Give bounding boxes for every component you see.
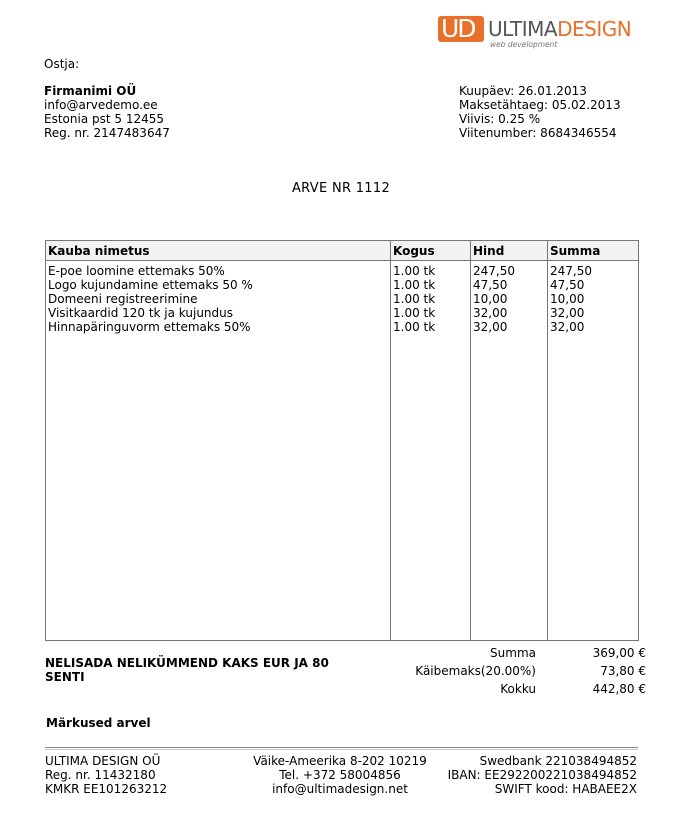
vat-label: Käibemaks(20.00%) <box>415 664 536 678</box>
footer-email: info@ultimadesign.net <box>272 782 408 796</box>
footer-swift: SWIFT kood: HABAEE2X <box>494 782 637 796</box>
amount-in-words: NELISADA NELIKÜMMEND KAKS EUR JA 80 SENTI <box>45 656 329 684</box>
item-quantity: 1.00 tk <box>393 278 436 292</box>
buyer-label: Ostja: <box>44 57 80 71</box>
table-row <box>46 306 638 320</box>
item-name: Hinnapäringuvorm ettemaks 50% <box>48 320 251 334</box>
header-sum: Summa <box>550 244 601 258</box>
footer-bank <box>448 754 637 796</box>
item-price: 10,00 <box>473 292 508 306</box>
total-value: 442,80 € <box>592 682 646 696</box>
logo-wordmark <box>488 17 631 41</box>
logo-word-2: DESIGN <box>557 17 632 41</box>
invoice-title: ARVE NR 1112 <box>291 181 391 196</box>
header-price: Hind <box>473 244 505 258</box>
invoice-meta <box>459 84 621 140</box>
footer-company-name: ULTIMA DESIGN OÜ <box>45 754 161 768</box>
buyer-block <box>44 84 170 140</box>
item-sum: 247,50 <box>550 264 592 278</box>
footer-company-vat: KMKR EE101263212 <box>45 782 168 796</box>
item-quantity: 1.00 tk <box>393 306 436 320</box>
table-row <box>46 264 638 278</box>
subtotal-label: Summa <box>490 646 536 660</box>
total-label: Kokku <box>500 682 536 696</box>
item-sum: 10,00 <box>550 292 585 306</box>
item-name: Logo kujundamine ettemaks 50 % <box>48 278 253 292</box>
items-table <box>45 240 639 641</box>
item-name: Visitkaardid 120 tk ja kujundus <box>48 306 234 320</box>
table-body <box>46 264 638 334</box>
footer-iban: IBAN: EE292200221038494852 <box>447 768 637 782</box>
footer-company <box>45 754 167 796</box>
item-quantity: 1.00 tk <box>393 292 436 306</box>
item-price: 47,50 <box>473 278 508 292</box>
item-sum: 47,50 <box>550 278 585 292</box>
logo-mark <box>438 16 484 42</box>
invoice-date: Kuupäev: 26.01.2013 <box>459 84 587 98</box>
invoice-reference: Viitenumber: 8684346554 <box>459 126 617 140</box>
footer-divider <box>45 747 638 750</box>
item-sum: 32,00 <box>550 320 585 334</box>
company-logo <box>438 16 648 48</box>
buyer-name: Firmanimi OÜ <box>44 84 137 98</box>
vat-value: 73,80 € <box>600 664 646 678</box>
footer-bank-account: Swedbank 221038494852 <box>479 754 637 768</box>
buyer-email: info@arvedemo.ee <box>44 98 158 112</box>
notes-label: Märkused arvel <box>46 716 151 730</box>
footer-contact <box>210 754 470 796</box>
item-name: Domeeni registreerimine <box>48 292 198 306</box>
logo-mark-text: UD <box>441 14 475 43</box>
item-price: 32,00 <box>473 306 508 320</box>
footer-company-reg: Reg. nr. 11432180 <box>45 768 156 782</box>
footer-phone: Tel. +372 58004856 <box>279 768 401 782</box>
logo-tagline: web development <box>490 40 558 49</box>
item-price: 247,50 <box>473 264 515 278</box>
table-row <box>46 292 638 306</box>
buyer-reg: Reg. nr. 2147483647 <box>44 126 170 140</box>
buyer-address: Estonia pst 5 12455 <box>44 112 164 126</box>
invoice-penalty: Viivis: 0.25 % <box>459 112 541 126</box>
header-item-name: Kauba nimetus <box>48 244 150 258</box>
subtotal-value: 369,00 € <box>592 646 646 660</box>
item-sum: 32,00 <box>550 306 585 320</box>
header-quantity: Kogus <box>393 244 435 258</box>
invoice-due-date: Maksetähtaeg: 05.02.2013 <box>459 98 621 112</box>
item-quantity: 1.00 tk <box>393 320 436 334</box>
table-row <box>46 320 638 334</box>
item-price: 32,00 <box>473 320 508 334</box>
footer-address: Väike-Ameerika 8-202 10219 <box>253 754 427 768</box>
logo-word-1: ULTIMA <box>488 17 558 41</box>
table-row <box>46 278 638 292</box>
item-name: E-poe loomine ettemaks 50% <box>48 264 225 278</box>
item-quantity: 1.00 tk <box>393 264 436 278</box>
